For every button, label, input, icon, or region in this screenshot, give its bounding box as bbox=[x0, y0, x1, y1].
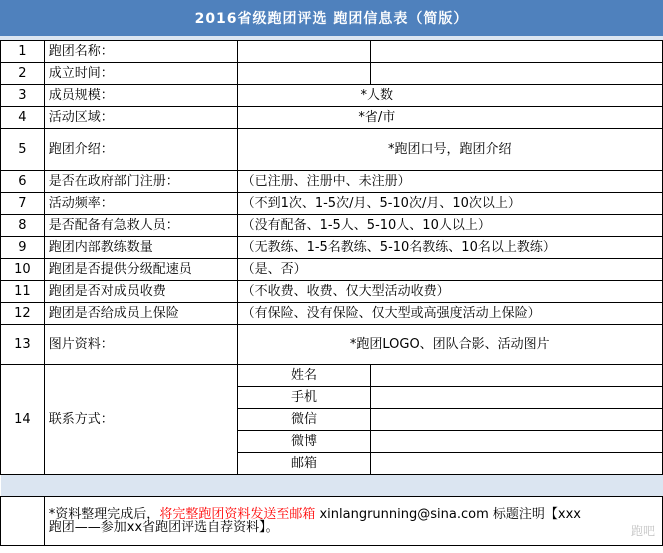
field-label: 成员规模： bbox=[44, 85, 237, 107]
contact-value-phone[interactable] bbox=[371, 387, 663, 409]
contact-value-weibo[interactable] bbox=[371, 431, 663, 453]
contact-field-name: 姓名 bbox=[237, 365, 371, 387]
field-label: 活动区域： bbox=[44, 107, 237, 129]
separator-cell bbox=[1, 475, 663, 497]
note-prefix: *资料整理完成后， bbox=[48, 507, 160, 522]
note-number-cell bbox=[1, 497, 45, 546]
row-number: 5 bbox=[1, 129, 45, 171]
row-images bbox=[1, 325, 663, 365]
note-text bbox=[44, 497, 662, 546]
row-number: 3 bbox=[1, 85, 45, 107]
field-value[interactable]: *跑团口号，跑团介绍 bbox=[237, 129, 662, 171]
value-cell-b[interactable] bbox=[371, 63, 663, 85]
field-label: 跑团名称： bbox=[44, 41, 237, 63]
field-label: 跑团是否提供分级配速员 bbox=[44, 259, 237, 281]
row-area bbox=[1, 107, 663, 129]
field-label: 跑团是否对成员收费 bbox=[44, 281, 237, 303]
watermark-logo: 跑吧 bbox=[630, 524, 655, 538]
contact-field-weibo: 微博 bbox=[237, 431, 371, 453]
field-label: 图片资料： bbox=[44, 325, 237, 365]
row-founded bbox=[1, 63, 663, 85]
contact-value-name[interactable] bbox=[371, 365, 663, 387]
field-label: 成立时间： bbox=[44, 63, 237, 85]
contact-value-email[interactable] bbox=[371, 453, 663, 475]
row-contact bbox=[1, 365, 663, 387]
field-label: 跑团内部教练数量 bbox=[44, 237, 237, 259]
field-value[interactable]: （有保险、没有保险、仅大型或高强度活动上保险） bbox=[237, 303, 662, 325]
contact-field-phone: 手机 bbox=[237, 387, 371, 409]
row-number: 10 bbox=[1, 259, 45, 281]
row-pacers bbox=[1, 259, 663, 281]
note-mid: 标题注明【xxx bbox=[492, 507, 581, 522]
row-size bbox=[1, 85, 663, 107]
row-number: 14 bbox=[1, 365, 45, 475]
field-value[interactable]: （已注册、注册中、未注册） bbox=[237, 171, 662, 193]
value-cell-a[interactable] bbox=[237, 41, 371, 63]
note-line2: 跑团——参加xx省跑团评选自荐资料】。 bbox=[48, 520, 279, 535]
field-value[interactable]: （无教练、1-5名教练、5-10名教练、10名以上教练） bbox=[237, 237, 662, 259]
note-red-text: 将完整跑团资料发送至邮箱 bbox=[159, 507, 316, 522]
field-value[interactable]: *人数 bbox=[237, 85, 662, 107]
row-frequency bbox=[1, 193, 663, 215]
row-number: 2 bbox=[1, 63, 45, 85]
field-value[interactable]: （没有配备、1-5人、5-10人、10人以上） bbox=[237, 215, 662, 237]
field-value[interactable]: （不到1次、1-5次/月、5-10次/月、10次以上） bbox=[237, 193, 662, 215]
separator-row bbox=[1, 475, 663, 497]
row-number: 6 bbox=[1, 171, 45, 193]
row-number: 11 bbox=[1, 281, 45, 303]
row-coaches bbox=[1, 237, 663, 259]
field-value[interactable]: *跑团LOGO、团队合影、活动图片 bbox=[237, 325, 662, 365]
field-label: 是否在政府部门注册： bbox=[44, 171, 237, 193]
value-cell-b[interactable] bbox=[371, 41, 663, 63]
row-number: 12 bbox=[1, 303, 45, 325]
row-insurance bbox=[1, 303, 663, 325]
note-email[interactable]: xinlangrunning@sina.com bbox=[319, 507, 489, 522]
row-number: 1 bbox=[1, 41, 45, 63]
field-label: 跑团介绍： bbox=[44, 129, 237, 171]
field-value[interactable]: *省/市 bbox=[237, 107, 662, 129]
note-row bbox=[1, 497, 663, 546]
row-number: 8 bbox=[1, 215, 45, 237]
field-label: 是否配备有急救人员： bbox=[44, 215, 237, 237]
contact-value-wechat[interactable] bbox=[371, 409, 663, 431]
field-label: 联系方式： bbox=[44, 365, 237, 475]
value-cell-a[interactable] bbox=[237, 63, 371, 85]
row-team-name bbox=[1, 41, 663, 63]
row-first-aid bbox=[1, 215, 663, 237]
contact-field-wechat: 微信 bbox=[237, 409, 371, 431]
field-value[interactable]: （不收费、收费、仅大型活动收费） bbox=[237, 281, 662, 303]
field-label: 活动频率： bbox=[44, 193, 237, 215]
field-label: 跑团是否给成员上保险 bbox=[44, 303, 237, 325]
row-number: 7 bbox=[1, 193, 45, 215]
row-number: 13 bbox=[1, 325, 45, 365]
form-title: 2016省级跑团评选 跑团信息表（简版） bbox=[0, 0, 663, 36]
row-registration bbox=[1, 171, 663, 193]
info-table bbox=[0, 40, 663, 546]
row-fees bbox=[1, 281, 663, 303]
row-number: 4 bbox=[1, 107, 45, 129]
row-number: 9 bbox=[1, 237, 45, 259]
contact-field-email: 邮箱 bbox=[237, 453, 371, 475]
row-intro bbox=[1, 129, 663, 171]
field-value[interactable]: （是、否） bbox=[237, 259, 662, 281]
